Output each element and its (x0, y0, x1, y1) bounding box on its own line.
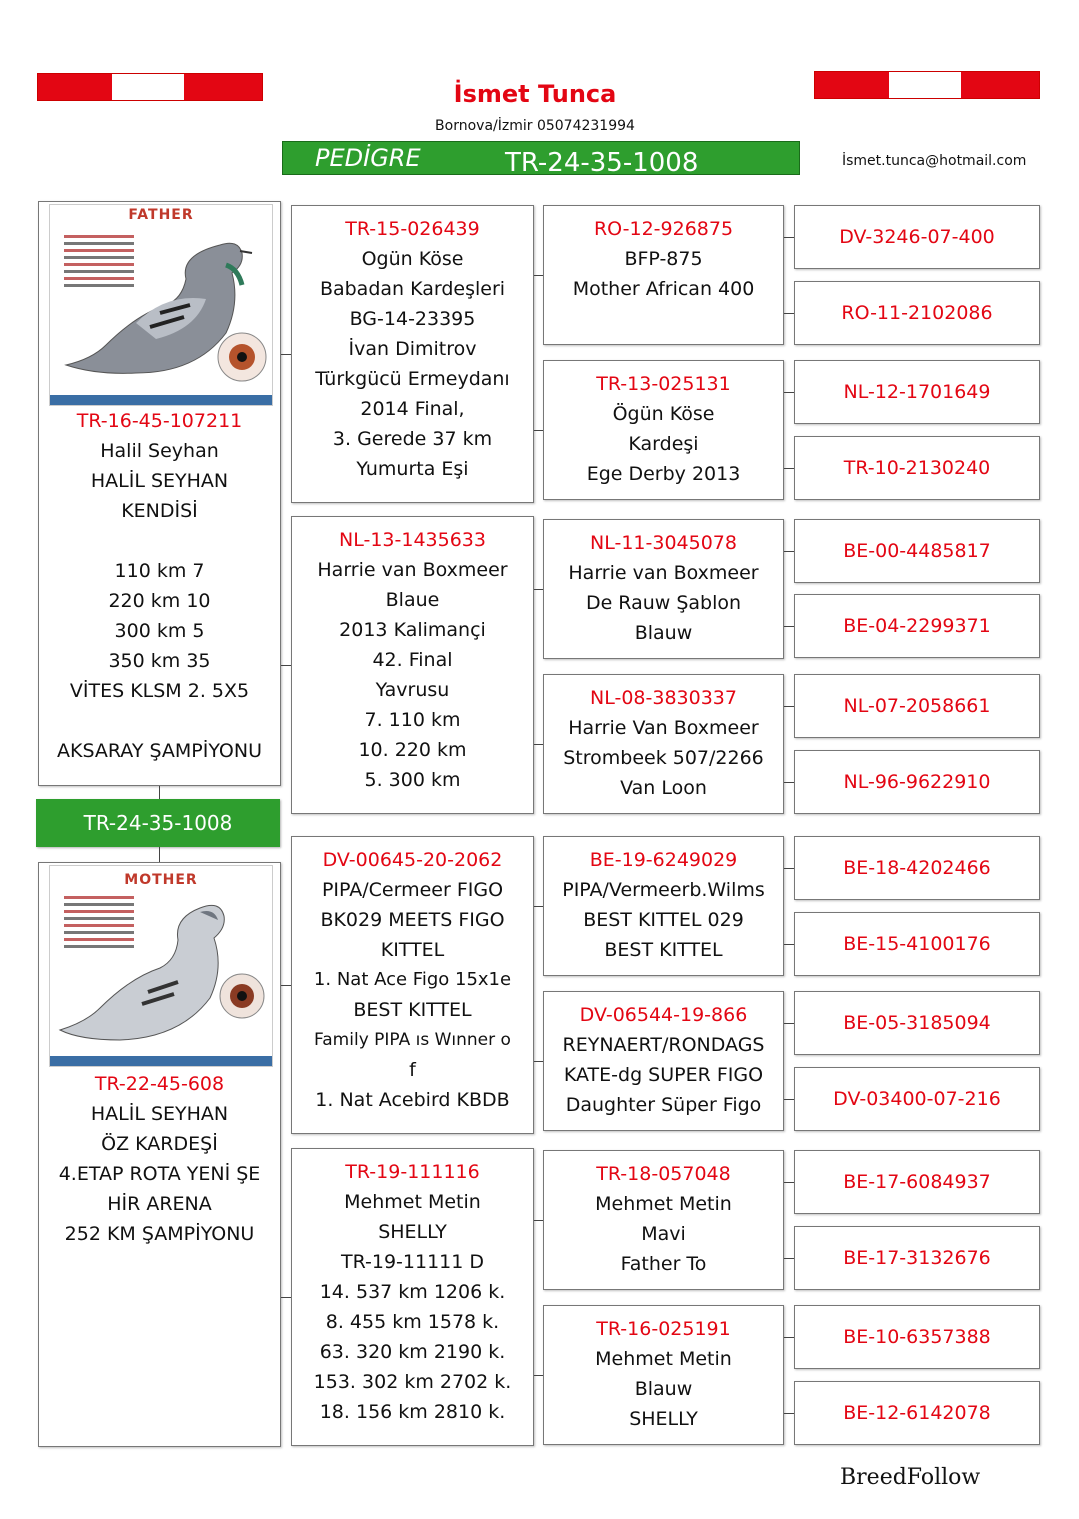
grandparent-line: 14. 537 km 1206 k. (319, 1281, 506, 1303)
father-line (39, 706, 280, 736)
connector (159, 847, 160, 862)
connector (534, 906, 543, 907)
pigeon-icon (50, 866, 272, 1066)
father-line: VİTES KLSM 2. 5X5 (69, 680, 250, 702)
ggg-ring-card: BE-17-3132676 (794, 1226, 1040, 1290)
grandparent-line: Yumurta Eşi (356, 458, 469, 480)
grandparent-line: Harrie van Boxmeer (317, 559, 508, 581)
grandparent-card (291, 205, 534, 503)
flag-decoration-left (37, 73, 263, 101)
grandparent-line: 63. 320 km 2190 k. (319, 1341, 506, 1363)
great-grandparent-line: Van Loon (620, 777, 707, 799)
great-grandparent-line: Harrie van Boxmeer (568, 562, 759, 584)
connector (281, 985, 291, 986)
father-line: KENDİSİ (121, 500, 198, 522)
great-grandparent-ring: NL-08-3830337 (590, 687, 737, 709)
connector (784, 1258, 794, 1259)
ggg-ring-card: NL-12-1701649 (794, 360, 1040, 424)
mother-title: MOTHER (124, 872, 198, 888)
father-line: HALİL SEYHAN (90, 470, 229, 492)
grandparent-line: 1. Nat Ace Figo 15x1e (313, 969, 512, 990)
father-line: AKSARAY ŞAMPİYONU (57, 740, 262, 762)
great-grandparent-ring: TR-16-025191 (596, 1318, 731, 1340)
connector (534, 275, 543, 276)
ggg-ring-card: DV-3246-07-400 (794, 205, 1040, 269)
ggg-ring-card: BE-18-4202466 (794, 836, 1040, 900)
great-grandparent-line: Ögün Köse (612, 403, 715, 425)
great-grandparent-card (543, 519, 784, 659)
father-line: 350 km 35 (108, 650, 211, 672)
grandparent-line: 5. 300 km (364, 769, 461, 791)
great-grandparent-line: Father To (620, 1253, 707, 1275)
great-grandparent-line: BEST KITTEL (604, 939, 723, 961)
grandparent-line: BG-14-23395 (349, 308, 476, 330)
grandparent-line: 1. Nat Acebird KBDB (315, 1089, 510, 1111)
grandparent-line: 42. Final (372, 649, 453, 671)
mother-info (39, 1069, 280, 1249)
connector (534, 430, 543, 431)
father-photo (49, 204, 273, 406)
flag-decoration-right (814, 71, 1040, 99)
great-grandparent-ring: TR-18-057048 (596, 1163, 731, 1185)
pigeon-icon (50, 205, 272, 405)
great-grandparent-line: Blauw (634, 622, 693, 644)
connector (281, 665, 291, 666)
ggg-ring-card: RO-11-2102086 (794, 281, 1040, 345)
grandparent-line: f (409, 1059, 416, 1081)
grandparent-ring: TR-19-111116 (345, 1161, 480, 1183)
great-grandparent-card (543, 1150, 784, 1290)
grandparent-line: 2013 Kalimançi (339, 619, 486, 641)
grandparent-line: Türkgücü Ermeydanı (315, 368, 510, 390)
grandparent-ring: TR-15-026439 (345, 218, 480, 240)
father-line: 110 km 7 (114, 560, 205, 582)
mother-line: HALİL SEYHAN (90, 1103, 229, 1125)
connector (784, 1337, 794, 1338)
great-grandparent-line: BEST KITTEL 029 (583, 909, 744, 931)
great-grandparent-line: BFP-875 (624, 248, 703, 270)
great-grandparent-line: Strombeek 507/2266 (563, 747, 764, 769)
father-line: 220 km 10 (108, 590, 211, 612)
ggg-ring-card: BE-17-6084937 (794, 1150, 1040, 1214)
connector (784, 551, 794, 552)
grandparent-card (291, 1148, 534, 1446)
grandparent-line: Ogün Köse (361, 248, 464, 270)
owner-email: İsmet.tunca@hotmail.com (842, 153, 1027, 169)
grandparent-ring: DV-00645-20-2062 (322, 849, 503, 871)
ggg-ring-card: BE-12-6142078 (794, 1381, 1040, 1445)
ggg-ring-card: BE-05-3185094 (794, 991, 1040, 1055)
grandparent-line: 153. 302 km 2702 k. (313, 1371, 512, 1393)
mother-ring: TR-22-45-608 (94, 1073, 225, 1095)
mother-line: 252 KM ŞAMPİYONU (64, 1223, 255, 1245)
grandparent-line: Family PIPA ıs Wınner o (314, 1030, 511, 1050)
father-ring: TR-16-45-107211 (76, 410, 243, 432)
connector (784, 944, 794, 945)
connector (784, 1182, 794, 1183)
subject-ring: TR-24-35-1008 (36, 799, 280, 847)
connector (784, 237, 794, 238)
grandparent-ring: NL-13-1435633 (339, 529, 486, 551)
ggg-ring-card: NL-07-2058661 (794, 674, 1040, 738)
father-card (38, 201, 281, 786)
great-grandparent-line: Harrie Van Boxmeer (568, 717, 759, 739)
great-grandparent-ring: RO-12-926875 (593, 218, 734, 240)
great-grandparent-line: PIPA/Vermeerb.Wilms (562, 879, 765, 901)
great-grandparent-ring: NL-11-3045078 (590, 532, 737, 554)
ggg-ring-card: BE-00-4485817 (794, 519, 1040, 583)
grandparent-line: Mehmet Metin (344, 1191, 481, 1213)
great-grandparent-line: Mavi (641, 1223, 686, 1245)
connector (784, 1099, 794, 1100)
great-grandparent-line: Mehmet Metin (595, 1193, 732, 1215)
grandparent-line: Yavrusu (375, 679, 450, 701)
father-title: FATHER (128, 207, 194, 223)
connector (534, 1375, 543, 1376)
connector (784, 1023, 794, 1024)
great-grandparent-ring: BE-19-6249029 (589, 849, 738, 871)
connector (784, 1413, 794, 1414)
connector (784, 468, 794, 469)
grandparent-line: BEST KITTEL (353, 999, 472, 1021)
grandparent-line: TR-19-11111 D (340, 1251, 485, 1273)
grandparent-line: BK029 MEETS FIGO (320, 909, 505, 931)
grandparent-line: 2014 Final, (360, 398, 465, 420)
pedigree-ring: TR-24-35-1008 (505, 148, 699, 175)
grandparent-line: Babadan Kardeşleri (319, 278, 506, 300)
connector (281, 1297, 291, 1298)
great-grandparent-card (543, 991, 784, 1131)
connector (534, 1220, 543, 1221)
great-grandparent-line: KATE-dg SUPER FIGO (563, 1064, 764, 1086)
pedigree-label: PEDİGRE (315, 144, 421, 172)
mother-card (38, 862, 281, 1447)
ggg-ring-card: NL-96-9622910 (794, 750, 1040, 814)
great-grandparent-line: Blauw (634, 1378, 693, 1400)
mother-line: 4.ETAP ROTA YENİ ŞE (58, 1163, 261, 1185)
connector (534, 589, 543, 590)
connector (784, 706, 794, 707)
connector (784, 782, 794, 783)
great-grandparent-ring: DV-06544-19-866 (579, 1004, 748, 1026)
great-grandparent-line: Ege Derby 2013 (586, 463, 741, 485)
grandparent-line: 8. 455 km 1578 k. (325, 1311, 500, 1333)
connector (534, 744, 543, 745)
connector (784, 626, 794, 627)
father-line: Halil Seyhan (100, 440, 219, 462)
great-grandparent-card (543, 674, 784, 814)
great-grandparent-card (543, 205, 784, 345)
mother-photo (49, 865, 273, 1067)
owner-name: İsmet Tunca (453, 80, 617, 108)
ggg-ring-card: TR-10-2130240 (794, 436, 1040, 500)
great-grandparent-line: REYNAERT/RONDAGS (562, 1034, 765, 1056)
great-grandparent-card (543, 836, 784, 976)
ggg-ring-card: BE-15-4100176 (794, 912, 1040, 976)
grandparent-line: 7. 110 km (364, 709, 461, 731)
great-grandparent-card (543, 360, 784, 500)
mother-line: ÖZ KARDEŞİ (101, 1133, 218, 1155)
great-grandparent-line: Mehmet Metin (595, 1348, 732, 1370)
great-grandparent-line: De Rauw Şablon (585, 592, 742, 614)
father-line: 300 km 5 (114, 620, 205, 642)
connector (534, 1061, 543, 1062)
great-grandparent-ring: TR-13-025131 (596, 373, 731, 395)
grandparent-line: 3. Gerede 37 km (332, 428, 493, 450)
mother-line: HİR ARENA (107, 1193, 212, 1215)
great-grandparent-line: Mother African 400 (572, 278, 755, 300)
grandparent-card (291, 516, 534, 814)
connector (281, 354, 291, 355)
grandparent-line: SHELLY (378, 1221, 447, 1243)
grandparent-line: Blaue (385, 589, 440, 611)
grandparent-line: 10. 220 km (358, 739, 467, 761)
connector (784, 313, 794, 314)
great-grandparent-line: Kardeşi (628, 433, 699, 455)
grandparent-line: PIPA/Cermeer FIGO (321, 879, 504, 901)
connector (159, 786, 160, 799)
connector (784, 868, 794, 869)
ggg-ring-card: DV-03400-07-216 (794, 1067, 1040, 1131)
grandparent-line: KITTEL (380, 939, 445, 961)
father-line (39, 526, 280, 556)
grandparent-line: 18. 156 km 2810 k. (319, 1401, 506, 1423)
connector (784, 392, 794, 393)
grandparent-line: İvan Dimitrov (348, 338, 477, 360)
father-info (39, 406, 280, 766)
grandparent-card (291, 836, 534, 1134)
pedigree-banner (282, 141, 800, 175)
footer-brand: BreedFollow (840, 1465, 981, 1490)
ggg-ring-card: BE-10-6357388 (794, 1305, 1040, 1369)
great-grandparent-line: Daughter Süper Figo (565, 1094, 762, 1116)
ggg-ring-card: BE-04-2299371 (794, 594, 1040, 658)
great-grandparent-card (543, 1305, 784, 1445)
great-grandparent-line: SHELLY (629, 1408, 698, 1430)
owner-address: Bornova/İzmir 05074231994 (435, 118, 635, 134)
